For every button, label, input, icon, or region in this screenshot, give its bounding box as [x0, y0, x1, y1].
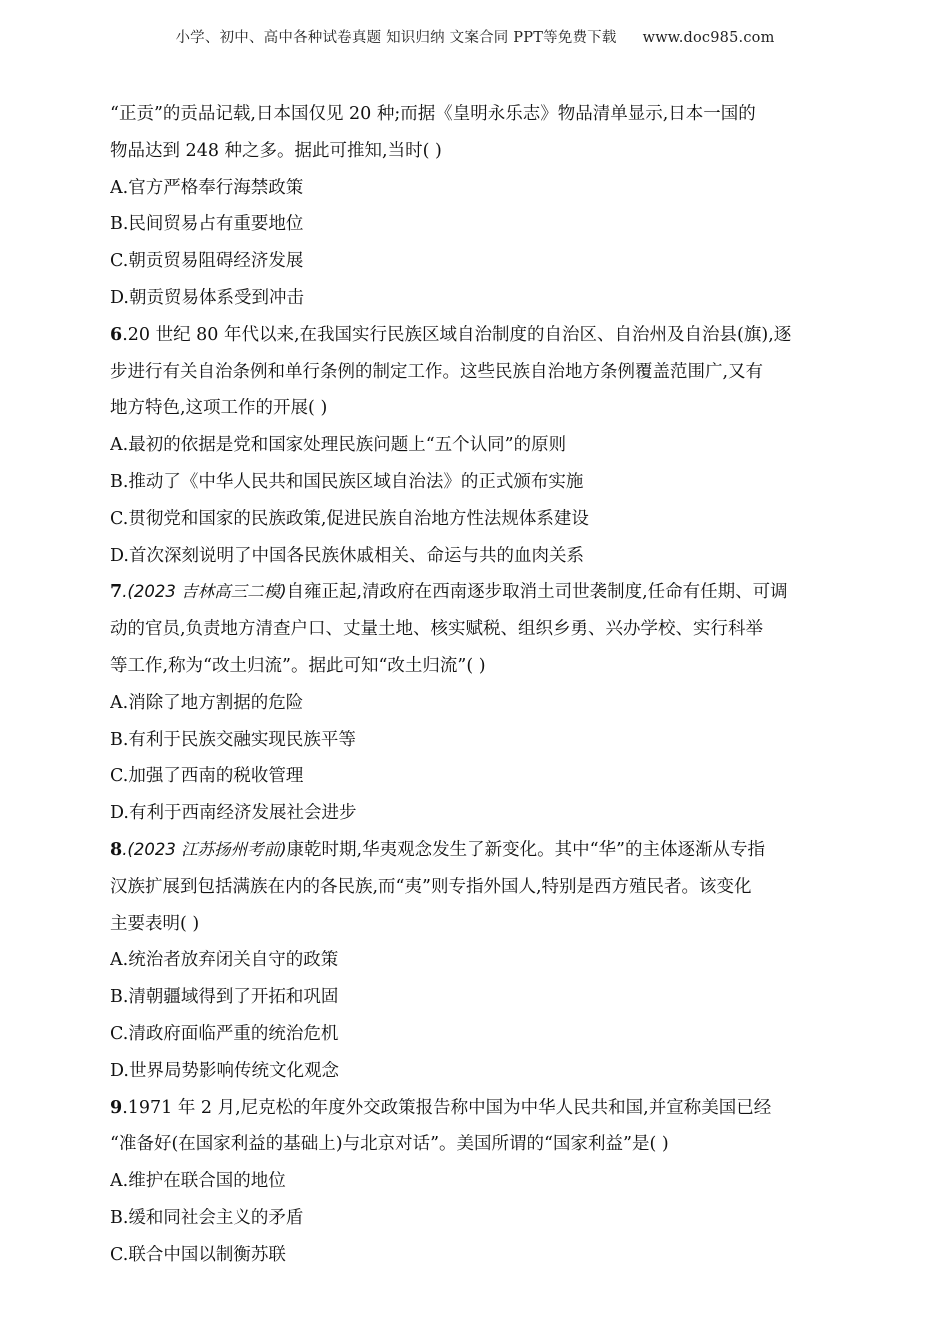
option-c: C.联合中国以制衡苏联 [110, 1244, 286, 1265]
question-9 [110, 1090, 840, 1274]
question-text-line: “准备好(在国家利益的基础上)与北京对话”。美国所谓的“国家利益”是( ) [110, 1134, 669, 1155]
question-number: 9 [110, 1097, 123, 1118]
question-text-line: 步进行有关自治条例和单行条例的制定工作。这些民族自治地方条例覆盖范围广,又有 [110, 361, 764, 382]
option-b: B.清朝疆域得到了开拓和巩固 [110, 987, 339, 1008]
question-stem: .1971 年 2 月,尼克松的年度外交政策报告称中国为中华人民共和国,并宣称美国已经 [122, 1097, 772, 1118]
question-number: 8 [110, 839, 123, 860]
question-stem: 康乾时期,华夷观念发生了新变化。其中“华”的主体逐渐从专指 [286, 839, 766, 860]
option-b: B.缓和同社会主义的矛盾 [110, 1207, 304, 1228]
page-header [0, 26, 950, 47]
option-a: A.消除了地方割据的危险 [110, 692, 304, 713]
header-site: www.doc985.com [642, 30, 775, 46]
question-text-line: “正贡”的贡品记载,日本国仅见 20 种;而据《皇明永乐志》物品清单显示,日本一国的 [110, 104, 756, 124]
question-6 [110, 317, 840, 575]
option-b: B.民间贸易占有重要地位 [110, 214, 304, 235]
question-5-tail [110, 96, 840, 317]
header-text: 小学、初中、高中各种试卷真题 知识归纳 文案合同 PPT等免费下载 [175, 30, 617, 46]
question-text-line: 地方特色,这项工作的开展( ) [110, 398, 328, 419]
option-c: C.贯彻党和国家的民族政策,促进民族自治地方性法规体系建设 [110, 508, 589, 529]
option-a: A.统治者放弃闭关自守的政策 [110, 950, 339, 971]
option-c: C.清政府面临严重的统治危机 [110, 1023, 339, 1044]
question-stem: .20 世纪 80 年代以来,在我国实行民族区域自治制度的自治区、自治州及自治县(旗),逐 [122, 324, 792, 345]
question-text-line [110, 832, 840, 869]
question-text-line [110, 1090, 840, 1127]
question-number: 6 [110, 324, 123, 345]
option-d: D.世界局势影响传统文化观念 [110, 1060, 339, 1081]
question-text-line: 主要表明( ) [110, 913, 200, 934]
question-source: .(2023 江苏扬州考前) [122, 839, 287, 859]
option-a: A.最初的依据是党和国家处理民族问题上“五个认同”的原则 [110, 435, 567, 456]
question-text-line [110, 317, 840, 354]
option-b: B.推动了《中华人民共和国民族区域自治法》的正式颁布实施 [110, 471, 584, 492]
option-c: C.朝贡贸易阻碍经济发展 [110, 251, 304, 272]
option-a: A.维护在联合国的地位 [110, 1171, 286, 1192]
question-stem: 自雍正起,清政府在西南逐步取消土司世袭制度,任命有任期、可调 [286, 582, 788, 603]
option-d: D.有利于西南经济发展社会进步 [110, 803, 357, 824]
question-text-line [110, 574, 840, 611]
option-d: D.首次深刻说明了中国各民族休戚相关、命运与共的血肉关系 [110, 545, 584, 566]
question-text-line: 等工作,称为“改土归流”。据此可知“改土归流”( ) [110, 655, 486, 676]
question-text-line: 汉族扩展到包括满族在内的各民族,而“夷”则专指外国人,特别是西方殖民者。该变化 [110, 876, 752, 897]
option-a: A.官方严格奉行海禁政策 [110, 177, 304, 198]
option-d: D.朝贡贸易体系受到冲击 [110, 287, 304, 308]
question-text-line: 动的官员,负责地方清查户口、丈量土地、核实赋税、组织乡勇、兴办学校、实行科举 [110, 619, 764, 640]
question-7 [110, 574, 840, 832]
question-content [110, 96, 840, 1274]
option-c: C.加强了西南的税收管理 [110, 766, 304, 787]
question-8 [110, 832, 840, 1090]
question-text-line: 物品达到 248 种之多。据此可推知,当时( ) [110, 140, 442, 161]
question-number: 7 [110, 582, 123, 603]
option-b: B.有利于民族交融实现民族平等 [110, 729, 356, 750]
question-source: .(2023 吉林高三二模) [122, 582, 287, 602]
